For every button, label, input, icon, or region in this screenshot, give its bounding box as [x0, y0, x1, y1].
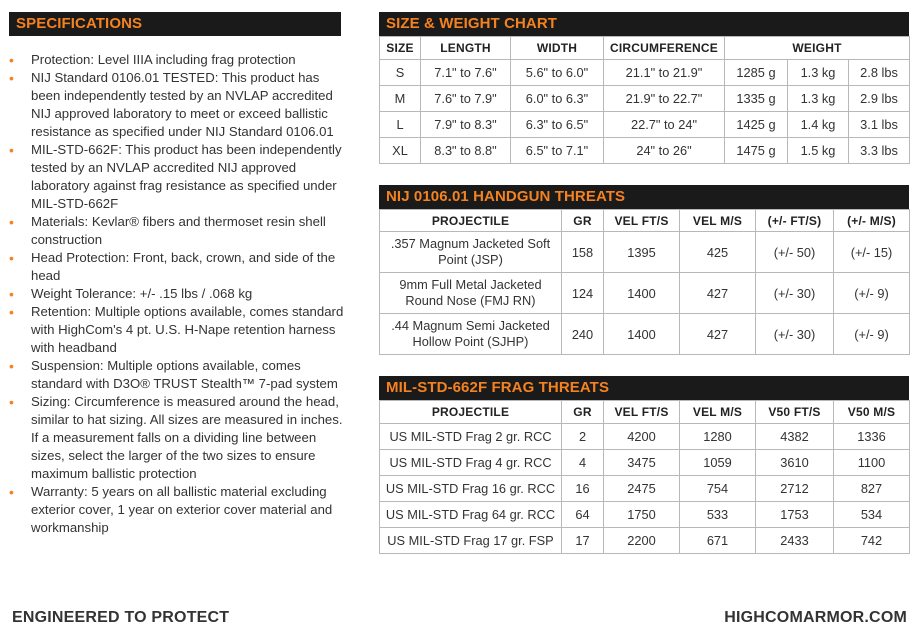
table-cell: 1.3 kg [788, 60, 849, 86]
table-cell: 427 [680, 273, 756, 314]
table-cell: 1285 g [725, 60, 788, 86]
table-cell: .357 Magnum Jacketed Soft Point (JSP) [380, 232, 562, 273]
table-row [380, 232, 910, 273]
table-header-row [380, 210, 910, 232]
table-cell: 21.9" to 22.7" [604, 86, 725, 112]
spec-item-warranty: • Warranty: 5 years on all ballistic material excluding exterior cover, 1 year on exterior cover material and workmanship [8, 483, 348, 537]
footer-website-link[interactable]: HIGHCOMARMOR.COM [724, 609, 907, 626]
table-row [380, 112, 910, 138]
table-row [380, 60, 910, 86]
table-cell: 2 [562, 424, 604, 450]
table-cell: 17 [562, 528, 604, 554]
table-cell: 1059 [680, 450, 756, 476]
table-cell: US MIL-STD Frag 16 gr. RCC [380, 476, 562, 502]
table-cell: 3475 [604, 450, 680, 476]
frag-threats-heading: MIL-STD-662F FRAG THREATS [379, 376, 909, 400]
table-cell: (+/- 9) [834, 314, 910, 355]
column-header: VEL FT/S [604, 210, 680, 232]
table-cell: 4 [562, 450, 604, 476]
spec-item-nij-standard: • NIJ Standard 0106.01 TESTED: This product has been independently tested by an NVLAP accredited NIJ approved laboratory to meet or exceed ballistic resistance as specified under NIJ Standard 0106.01 [8, 69, 348, 141]
column-header: GR [562, 401, 604, 424]
table-cell: 2712 [756, 476, 834, 502]
table-cell: 1280 [680, 424, 756, 450]
table-row [380, 424, 910, 450]
table-cell: US MIL-STD Frag 2 gr. RCC [380, 424, 562, 450]
column-header: PROJECTILE [380, 210, 562, 232]
column-header: CIRCUMFERENCE [604, 37, 725, 60]
spec-item-mil-std: • MIL-STD-662F: This product has been independently tested by an NVLAP accredited NIJ approved laboratory against frag resistance as specified under MIL-STD-662F [8, 141, 348, 213]
table-cell: 22.7" to 24" [604, 112, 725, 138]
table-row [380, 450, 910, 476]
table-cell: 2433 [756, 528, 834, 554]
column-header: (+/- M/S) [834, 210, 910, 232]
column-header: WEIGHT [725, 37, 910, 60]
table-cell: 5.6" to 6.0" [511, 60, 604, 86]
footer-tagline: ENGINEERED TO PROTECT [12, 609, 230, 626]
column-header: VEL FT/S [604, 401, 680, 424]
table-cell: 9mm Full Metal Jacketed Round Nose (FMJ RN) [380, 273, 562, 314]
table-cell: 1.4 kg [788, 112, 849, 138]
table-cell: 3610 [756, 450, 834, 476]
table-cell: (+/- 9) [834, 273, 910, 314]
table-cell: US MIL-STD Frag 4 gr. RCC [380, 450, 562, 476]
table-cell: 124 [562, 273, 604, 314]
table-cell: 21.1" to 21.9" [604, 60, 725, 86]
table-header-row [380, 37, 910, 60]
frag-threats-section [379, 376, 909, 554]
table-cell: 158 [562, 232, 604, 273]
table-cell: 2.8 lbs [849, 60, 910, 86]
table-cell: 1425 g [725, 112, 788, 138]
table-cell: (+/- 15) [834, 232, 910, 273]
table-cell: 425 [680, 232, 756, 273]
table-row [380, 476, 910, 502]
table-cell: 1750 [604, 502, 680, 528]
table-cell: 1395 [604, 232, 680, 273]
table-cell: L [380, 112, 421, 138]
table-cell: 24" to 26" [604, 138, 725, 164]
nij-threats-table [379, 209, 910, 355]
column-header: SIZE [380, 37, 421, 60]
table-cell: 6.5" to 7.1" [511, 138, 604, 164]
table-cell: 7.6" to 7.9" [421, 86, 511, 112]
specifications-heading: SPECIFICATIONS [9, 12, 341, 36]
table-cell: 2.9 lbs [849, 86, 910, 112]
column-header: VEL M/S [680, 210, 756, 232]
table-row [380, 273, 910, 314]
table-cell: 1753 [756, 502, 834, 528]
spec-item-suspension: • Suspension: Multiple options available, comes standard with D3O® TRUST Stealth™ 7-pad system [8, 357, 348, 393]
size-weight-section [379, 12, 909, 164]
table-cell: (+/- 30) [756, 314, 834, 355]
table-cell: 64 [562, 502, 604, 528]
column-header: GR [562, 210, 604, 232]
table-cell: 1400 [604, 314, 680, 355]
table-cell: 7.9" to 8.3" [421, 112, 511, 138]
table-cell: 2475 [604, 476, 680, 502]
table-cell: XL [380, 138, 421, 164]
table-header-row [380, 401, 910, 424]
table-cell: 3.1 lbs [849, 112, 910, 138]
spec-item-retention: • Retention: Multiple options available, comes standard with HighCom's 4 pt. U.S. H-Nape retention harness with headband [8, 303, 348, 357]
size-weight-table [379, 36, 910, 164]
table-row [380, 528, 910, 554]
table-cell: 1100 [834, 450, 910, 476]
table-cell: 3.3 lbs [849, 138, 910, 164]
table-cell: 1.3 kg [788, 86, 849, 112]
column-header: VEL M/S [680, 401, 756, 424]
table-cell: US MIL-STD Frag 17 gr. FSP [380, 528, 562, 554]
table-cell: .44 Magnum Semi Jacketed Hollow Point (SJHP) [380, 314, 562, 355]
table-cell: 1475 g [725, 138, 788, 164]
column-header: WIDTH [511, 37, 604, 60]
column-header: LENGTH [421, 37, 511, 60]
spec-item-protection: • Protection: Level IIIA including frag protection [8, 51, 348, 69]
table-cell: 1336 [834, 424, 910, 450]
spec-item-materials: • Materials: Kevlar® fibers and thermoset resin shell construction [8, 213, 348, 249]
nij-threats-heading: NIJ 0106.01 HANDGUN THREATS [379, 185, 909, 209]
table-cell: (+/- 30) [756, 273, 834, 314]
spec-item-head-protection: • Head Protection: Front, back, crown, and side of the head [8, 249, 348, 285]
table-cell: S [380, 60, 421, 86]
table-cell: 533 [680, 502, 756, 528]
size-weight-heading: SIZE & WEIGHT CHART [379, 12, 909, 36]
table-cell: 4200 [604, 424, 680, 450]
spec-item-weight-tolerance: • Weight Tolerance: +/- .15 lbs / .068 kg [8, 285, 348, 303]
table-cell: 534 [834, 502, 910, 528]
table-cell: 671 [680, 528, 756, 554]
table-cell: 742 [834, 528, 910, 554]
table-cell: 827 [834, 476, 910, 502]
table-row [380, 138, 910, 164]
table-cell: 8.3" to 8.8" [421, 138, 511, 164]
column-header: V50 FT/S [756, 401, 834, 424]
table-cell: 1400 [604, 273, 680, 314]
column-header: (+/- FT/S) [756, 210, 834, 232]
table-cell: 240 [562, 314, 604, 355]
table-cell: 6.3" to 6.5" [511, 112, 604, 138]
specifications-list [8, 51, 348, 537]
frag-threats-table [379, 400, 910, 554]
table-cell: M [380, 86, 421, 112]
spec-item-sizing: • Sizing: Circumference is measured around the head, similar to hat sizing. All sizes are measured in inches. If a measurement falls on a dividing line between sizes, select the larger of the two sizes to ensure maximum ballistic protection [8, 393, 348, 483]
table-cell: 1335 g [725, 86, 788, 112]
table-cell: US MIL-STD Frag 64 gr. RCC [380, 502, 562, 528]
table-cell: (+/- 50) [756, 232, 834, 273]
table-row [380, 314, 910, 355]
table-cell: 7.1" to 7.6" [421, 60, 511, 86]
table-cell: 754 [680, 476, 756, 502]
table-row [380, 502, 910, 528]
table-cell: 427 [680, 314, 756, 355]
table-cell: 6.0" to 6.3" [511, 86, 604, 112]
table-cell: 1.5 kg [788, 138, 849, 164]
table-row [380, 86, 910, 112]
column-header: V50 M/S [834, 401, 910, 424]
column-header: PROJECTILE [380, 401, 562, 424]
table-cell: 16 [562, 476, 604, 502]
table-cell: 4382 [756, 424, 834, 450]
table-cell: 2200 [604, 528, 680, 554]
nij-threats-section [379, 185, 909, 355]
